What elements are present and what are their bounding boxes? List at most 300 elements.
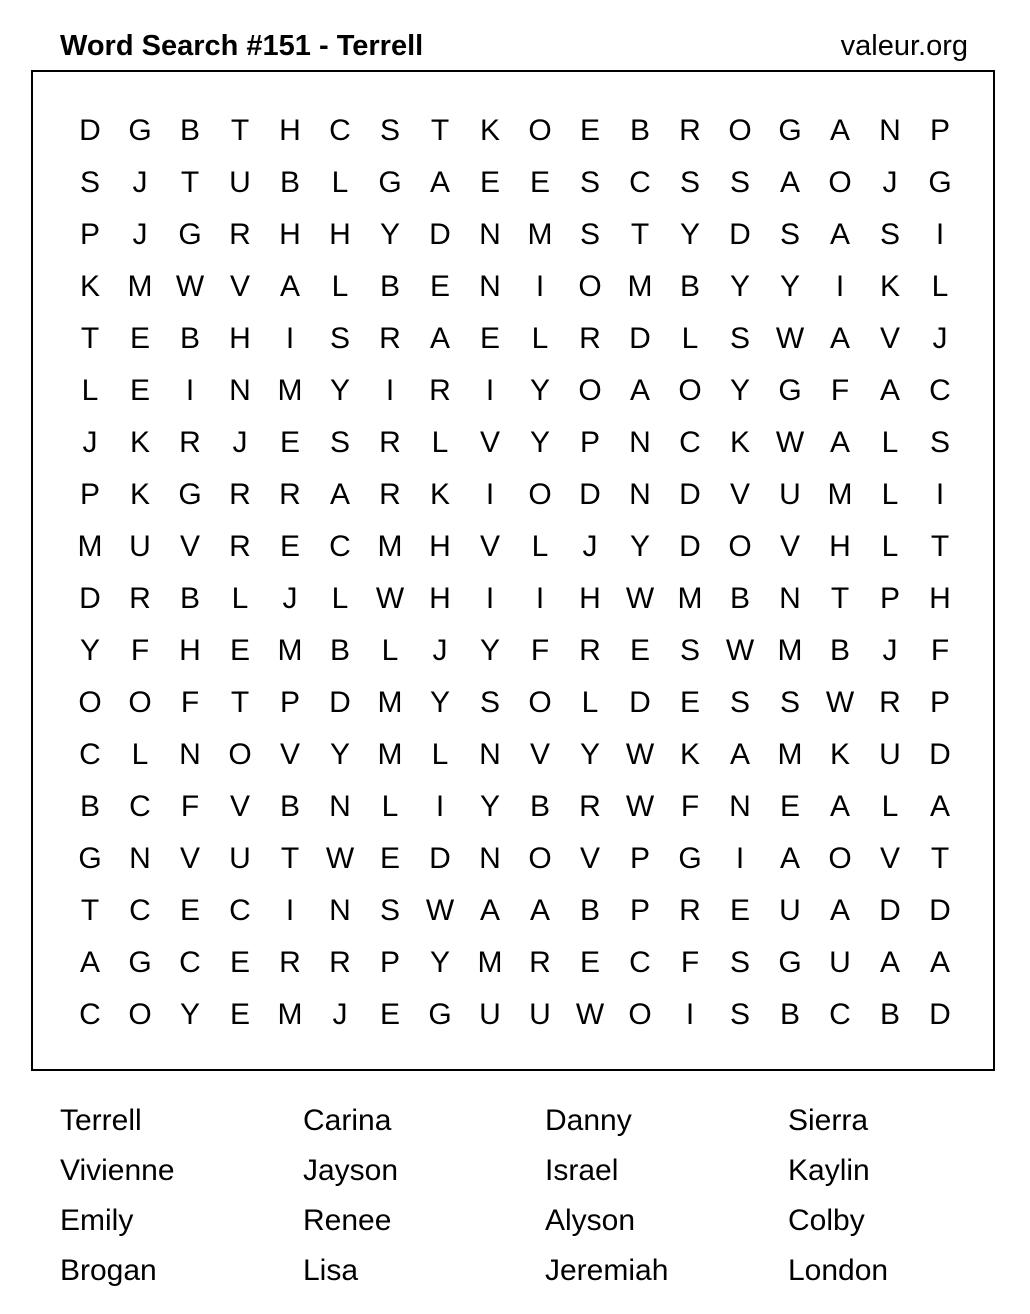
grid-letter[interactable]: R xyxy=(379,478,401,511)
grid-letter[interactable]: F xyxy=(180,686,200,719)
grid-letter[interactable]: G xyxy=(128,946,152,979)
grid-letter[interactable]: O xyxy=(728,530,752,563)
grid-letter[interactable]: L xyxy=(681,322,699,355)
grid-letter[interactable]: A xyxy=(829,790,850,823)
grid-letter[interactable]: D xyxy=(629,686,651,719)
grid-letter[interactable]: D xyxy=(79,114,101,147)
grid-letter[interactable]: S xyxy=(729,686,750,719)
grid-letter[interactable]: V xyxy=(479,426,500,459)
grid-letter[interactable]: N xyxy=(229,374,251,407)
grid-letter[interactable]: I xyxy=(285,894,295,927)
grid-letter[interactable]: T xyxy=(180,166,200,199)
grid-letter[interactable]: Y xyxy=(529,426,550,459)
grid-letter[interactable]: M xyxy=(127,270,153,303)
grid-letter[interactable]: V xyxy=(779,530,800,563)
grid-letter[interactable]: D xyxy=(929,894,951,927)
grid-letter[interactable]: O xyxy=(628,998,652,1031)
grid-letter[interactable]: E xyxy=(529,166,550,199)
grid-letter[interactable]: C xyxy=(79,738,101,771)
grid-letter[interactable]: R xyxy=(579,322,601,355)
grid-letter[interactable]: I xyxy=(485,478,495,511)
grid-letter[interactable]: Y xyxy=(579,738,600,771)
grid-letter[interactable]: E xyxy=(279,426,300,459)
grid-letter[interactable]: O xyxy=(528,842,552,875)
grid-letter[interactable]: T xyxy=(430,114,450,147)
grid-letter[interactable]: C xyxy=(929,374,951,407)
grid-letter[interactable]: V xyxy=(879,842,900,875)
grid-letter[interactable]: Y xyxy=(329,738,350,771)
grid-letter[interactable]: D xyxy=(329,686,351,719)
grid-letter[interactable]: E xyxy=(179,894,200,927)
grid-letter[interactable]: L xyxy=(531,322,549,355)
grid-letter[interactable]: C xyxy=(79,998,101,1031)
grid-letter[interactable]: B xyxy=(179,322,200,355)
grid-letter[interactable]: L xyxy=(931,270,949,303)
grid-letter[interactable]: A xyxy=(879,946,900,979)
grid-letter[interactable]: Y xyxy=(479,634,500,667)
grid-letter[interactable]: J xyxy=(232,426,248,459)
grid-letter[interactable]: B xyxy=(879,998,900,1031)
grid-letter[interactable]: N xyxy=(879,114,901,147)
grid-letter[interactable]: Y xyxy=(779,270,800,303)
grid-letter[interactable]: A xyxy=(779,166,800,199)
grid-letter[interactable]: R xyxy=(579,790,601,823)
grid-letter[interactable]: I xyxy=(285,322,295,355)
grid-letter[interactable]: O xyxy=(528,114,552,147)
grid-letter[interactable]: B xyxy=(629,114,650,147)
grid-letter[interactable]: R xyxy=(229,218,251,251)
grid-letter[interactable]: G xyxy=(428,998,452,1031)
grid-letter[interactable]: H xyxy=(579,582,601,615)
grid-letter[interactable]: D xyxy=(729,218,751,251)
grid-letter[interactable]: V xyxy=(729,478,750,511)
grid-letter[interactable]: S xyxy=(729,166,750,199)
grid-letter[interactable]: C xyxy=(629,166,651,199)
grid-letter[interactable]: T xyxy=(630,218,650,251)
grid-letter[interactable]: N xyxy=(479,270,501,303)
grid-letter[interactable]: J xyxy=(132,218,148,251)
grid-letter[interactable]: V xyxy=(179,842,200,875)
grid-letter[interactable]: N xyxy=(479,842,501,875)
grid-letter[interactable]: S xyxy=(329,322,350,355)
grid-letter[interactable]: Y xyxy=(429,686,450,719)
grid-letter[interactable]: R xyxy=(379,426,401,459)
grid-letter[interactable]: K xyxy=(129,426,150,459)
grid-letter[interactable]: Y xyxy=(79,634,100,667)
grid-letter[interactable]: L xyxy=(581,686,599,719)
grid-letter[interactable]: C xyxy=(329,530,351,563)
grid-letter[interactable]: U xyxy=(479,998,501,1031)
grid-letter[interactable]: H xyxy=(329,218,351,251)
grid-letter[interactable]: R xyxy=(279,946,301,979)
grid-letter[interactable]: P xyxy=(629,842,650,875)
grid-letter[interactable]: E xyxy=(729,894,750,927)
grid-letter[interactable]: Y xyxy=(729,270,750,303)
grid-letter[interactable]: C xyxy=(329,114,351,147)
grid-letter[interactable]: A xyxy=(929,790,950,823)
grid-letter[interactable]: N xyxy=(629,426,651,459)
grid-letter[interactable]: O xyxy=(578,270,602,303)
grid-letter[interactable]: J xyxy=(882,166,898,199)
grid-letter[interactable]: Y xyxy=(729,374,750,407)
grid-letter[interactable]: K xyxy=(479,114,500,147)
grid-letter[interactable]: F xyxy=(830,374,850,407)
grid-letter[interactable]: W xyxy=(775,426,805,459)
grid-letter[interactable]: E xyxy=(379,998,400,1031)
grid-letter[interactable]: J xyxy=(432,634,448,667)
grid-letter[interactable]: G xyxy=(678,842,702,875)
grid-letter[interactable]: H xyxy=(229,322,251,355)
grid-letter[interactable]: L xyxy=(381,634,399,667)
grid-letter[interactable]: S xyxy=(879,218,900,251)
grid-letter[interactable]: E xyxy=(229,946,250,979)
grid-letter[interactable]: W xyxy=(325,842,355,875)
grid-letter[interactable]: J xyxy=(582,530,598,563)
grid-letter[interactable]: T xyxy=(930,842,950,875)
grid-letter[interactable]: R xyxy=(879,686,901,719)
grid-letter[interactable]: S xyxy=(579,218,600,251)
grid-letter[interactable]: O xyxy=(228,738,252,771)
grid-letter[interactable]: C xyxy=(629,946,651,979)
grid-letter[interactable]: N xyxy=(479,218,501,251)
grid-letter[interactable]: N xyxy=(479,738,501,771)
grid-letter[interactable]: A xyxy=(629,374,650,407)
grid-letter[interactable]: B xyxy=(179,114,200,147)
grid-letter[interactable]: S xyxy=(79,166,100,199)
grid-letter[interactable]: L xyxy=(331,166,349,199)
grid-letter[interactable]: R xyxy=(579,634,601,667)
grid-letter[interactable]: L xyxy=(431,738,449,771)
grid-letter[interactable]: T xyxy=(80,322,100,355)
grid-letter[interactable]: I xyxy=(485,582,495,615)
grid-letter[interactable]: V xyxy=(229,270,250,303)
grid-letter[interactable]: P xyxy=(579,426,600,459)
grid-letter[interactable]: F xyxy=(180,790,200,823)
grid-letter[interactable]: U xyxy=(529,998,551,1031)
grid-letter[interactable]: M xyxy=(677,582,703,615)
grid-letter[interactable]: A xyxy=(829,322,850,355)
grid-letter[interactable]: C xyxy=(129,894,151,927)
grid-letter[interactable]: J xyxy=(282,582,298,615)
grid-letter[interactable]: D xyxy=(929,998,951,1031)
grid-letter[interactable]: E xyxy=(479,322,500,355)
grid-letter[interactable]: W xyxy=(575,998,605,1031)
grid-letter[interactable]: C xyxy=(679,426,701,459)
grid-letter[interactable]: F xyxy=(930,634,950,667)
grid-letter[interactable]: L xyxy=(331,270,349,303)
grid-letter[interactable]: Y xyxy=(479,790,500,823)
grid-letter[interactable]: G xyxy=(78,842,102,875)
grid-letter[interactable]: L xyxy=(381,790,399,823)
grid-letter[interactable]: S xyxy=(479,686,500,719)
grid-letter[interactable]: R xyxy=(429,374,451,407)
grid-letter[interactable]: R xyxy=(229,478,251,511)
grid-letter[interactable]: M xyxy=(377,738,403,771)
grid-letter[interactable]: E xyxy=(579,114,600,147)
grid-letter[interactable]: J xyxy=(882,634,898,667)
grid-letter[interactable]: G xyxy=(378,166,402,199)
grid-letter[interactable]: V xyxy=(479,530,500,563)
grid-letter[interactable]: P xyxy=(929,686,950,719)
grid-letter[interactable]: B xyxy=(779,998,800,1031)
grid-letter[interactable]: U xyxy=(229,166,251,199)
grid-letter[interactable]: W xyxy=(825,686,855,719)
grid-letter[interactable]: N xyxy=(329,894,351,927)
grid-letter[interactable]: N xyxy=(779,582,801,615)
grid-letter[interactable]: O xyxy=(128,998,152,1031)
grid-letter[interactable]: A xyxy=(279,270,300,303)
grid-letter[interactable]: O xyxy=(678,374,702,407)
grid-letter[interactable]: U xyxy=(779,894,801,927)
grid-letter[interactable]: P xyxy=(629,894,650,927)
grid-letter[interactable]: P xyxy=(79,218,100,251)
grid-letter[interactable]: S xyxy=(779,686,800,719)
grid-letter[interactable]: I xyxy=(685,998,695,1031)
grid-letter[interactable]: R xyxy=(529,946,551,979)
grid-letter[interactable]: S xyxy=(379,894,400,927)
grid-letter[interactable]: M xyxy=(477,946,503,979)
grid-letter[interactable]: S xyxy=(729,998,750,1031)
grid-letter[interactable]: U xyxy=(229,842,251,875)
grid-letter[interactable]: R xyxy=(179,426,201,459)
grid-letter[interactable]: E xyxy=(429,270,450,303)
grid-letter[interactable]: S xyxy=(729,946,750,979)
grid-letter[interactable]: Y xyxy=(529,374,550,407)
grid-letter[interactable]: H xyxy=(279,114,301,147)
grid-letter[interactable]: I xyxy=(485,374,495,407)
grid-letter[interactable]: G xyxy=(128,114,152,147)
grid-letter[interactable]: C xyxy=(229,894,251,927)
grid-letter[interactable]: P xyxy=(879,582,900,615)
grid-letter[interactable]: E xyxy=(579,946,600,979)
grid-letter[interactable]: S xyxy=(679,634,700,667)
grid-letter[interactable]: M xyxy=(277,634,303,667)
grid-letter[interactable]: L xyxy=(231,582,249,615)
grid-letter[interactable]: B xyxy=(579,894,600,927)
grid-letter[interactable]: P xyxy=(279,686,300,719)
grid-letter[interactable]: A xyxy=(429,166,450,199)
grid-letter[interactable]: G xyxy=(178,218,202,251)
grid-letter[interactable]: B xyxy=(279,166,300,199)
grid-letter[interactable]: H xyxy=(279,218,301,251)
grid-letter[interactable]: D xyxy=(429,842,451,875)
grid-letter[interactable]: K xyxy=(129,478,150,511)
grid-letter[interactable]: K xyxy=(429,478,450,511)
grid-letter[interactable]: J xyxy=(132,166,148,199)
grid-letter[interactable]: J xyxy=(332,998,348,1031)
grid-letter[interactable]: L xyxy=(531,530,549,563)
grid-letter[interactable]: C xyxy=(829,998,851,1031)
grid-letter[interactable]: M xyxy=(277,374,303,407)
grid-letter[interactable]: V xyxy=(879,322,900,355)
grid-letter[interactable]: T xyxy=(280,842,300,875)
grid-letter[interactable]: U xyxy=(829,946,851,979)
grid-letter[interactable]: D xyxy=(579,478,601,511)
grid-letter[interactable]: I xyxy=(835,270,845,303)
grid-letter[interactable]: F xyxy=(680,946,700,979)
grid-letter[interactable]: C xyxy=(129,790,151,823)
grid-letter[interactable]: B xyxy=(379,270,400,303)
grid-letter[interactable]: I xyxy=(935,218,945,251)
grid-letter[interactable]: R xyxy=(279,478,301,511)
grid-letter[interactable]: V xyxy=(229,790,250,823)
grid-letter[interactable]: S xyxy=(779,218,800,251)
grid-letter[interactable]: L xyxy=(81,374,99,407)
grid-letter[interactable]: G xyxy=(178,478,202,511)
grid-letter[interactable]: B xyxy=(729,582,750,615)
grid-letter[interactable]: J xyxy=(82,426,98,459)
grid-letter[interactable]: E xyxy=(779,790,800,823)
grid-letter[interactable]: R xyxy=(229,530,251,563)
grid-letter[interactable]: B xyxy=(529,790,550,823)
grid-letter[interactable]: N xyxy=(329,790,351,823)
grid-letter[interactable]: B xyxy=(179,582,200,615)
grid-letter[interactable]: H xyxy=(179,634,201,667)
grid-letter[interactable]: E xyxy=(129,322,150,355)
grid-letter[interactable]: Y xyxy=(329,374,350,407)
grid-letter[interactable]: M xyxy=(627,270,653,303)
grid-letter[interactable]: M xyxy=(777,738,803,771)
grid-letter[interactable]: B xyxy=(829,634,850,667)
grid-letter[interactable]: B xyxy=(79,790,100,823)
grid-letter[interactable]: R xyxy=(329,946,351,979)
grid-letter[interactable]: E xyxy=(629,634,650,667)
grid-letter[interactable]: H xyxy=(429,582,451,615)
grid-letter[interactable]: L xyxy=(881,530,899,563)
grid-letter[interactable]: A xyxy=(829,426,850,459)
grid-letter[interactable]: T xyxy=(830,582,850,615)
grid-letter[interactable]: M xyxy=(827,478,853,511)
grid-letter[interactable]: M xyxy=(277,998,303,1031)
grid-letter[interactable]: E xyxy=(479,166,500,199)
grid-letter[interactable]: J xyxy=(932,322,948,355)
grid-letter[interactable]: T xyxy=(230,686,250,719)
grid-letter[interactable]: N xyxy=(179,738,201,771)
grid-letter[interactable]: I xyxy=(935,478,945,511)
grid-letter[interactable]: O xyxy=(728,114,752,147)
grid-letter[interactable]: W xyxy=(375,582,405,615)
grid-letter[interactable]: W xyxy=(725,634,755,667)
grid-letter[interactable]: D xyxy=(929,738,951,771)
grid-letter[interactable]: R xyxy=(679,114,701,147)
grid-letter[interactable]: E xyxy=(229,998,250,1031)
grid-letter[interactable]: D xyxy=(879,894,901,927)
grid-letter[interactable]: I xyxy=(435,790,445,823)
grid-letter[interactable]: A xyxy=(829,218,850,251)
grid-letter[interactable]: P xyxy=(929,114,950,147)
grid-letter[interactable]: K xyxy=(79,270,100,303)
grid-letter[interactable]: O xyxy=(828,166,852,199)
grid-letter[interactable]: Y xyxy=(629,530,650,563)
grid-letter[interactable]: S xyxy=(729,322,750,355)
grid-letter[interactable]: F xyxy=(680,790,700,823)
grid-letter[interactable]: M xyxy=(77,530,103,563)
grid-letter[interactable]: M xyxy=(377,686,403,719)
grid-letter[interactable]: L xyxy=(331,582,349,615)
grid-letter[interactable]: E xyxy=(279,530,300,563)
grid-letter[interactable]: B xyxy=(279,790,300,823)
grid-letter[interactable]: A xyxy=(429,322,450,355)
grid-letter[interactable]: D xyxy=(629,322,651,355)
grid-letter[interactable]: L xyxy=(881,426,899,459)
grid-letter[interactable]: N xyxy=(129,842,151,875)
grid-letter[interactable]: T xyxy=(80,894,100,927)
grid-letter[interactable]: R xyxy=(129,582,151,615)
grid-letter[interactable]: D xyxy=(429,218,451,251)
grid-letter[interactable]: A xyxy=(929,946,950,979)
grid-letter[interactable]: E xyxy=(229,634,250,667)
grid-letter[interactable]: F xyxy=(530,634,550,667)
grid-letter[interactable]: D xyxy=(79,582,101,615)
grid-letter[interactable]: N xyxy=(729,790,751,823)
grid-letter[interactable]: B xyxy=(329,634,350,667)
grid-letter[interactable]: E xyxy=(379,842,400,875)
grid-letter[interactable]: H xyxy=(429,530,451,563)
grid-letter[interactable]: I xyxy=(735,842,745,875)
grid-letter[interactable]: E xyxy=(129,374,150,407)
grid-letter[interactable]: K xyxy=(879,270,900,303)
grid-letter[interactable]: V xyxy=(529,738,550,771)
grid-letter[interactable]: L xyxy=(131,738,149,771)
grid-letter[interactable]: O xyxy=(128,686,152,719)
grid-letter[interactable]: L xyxy=(431,426,449,459)
grid-letter[interactable]: M xyxy=(777,634,803,667)
grid-letter[interactable]: I xyxy=(535,582,545,615)
grid-letter[interactable]: D xyxy=(679,478,701,511)
grid-letter[interactable]: A xyxy=(329,478,350,511)
grid-letter[interactable]: P xyxy=(79,478,100,511)
grid-letter[interactable]: V xyxy=(579,842,600,875)
grid-letter[interactable]: A xyxy=(829,114,850,147)
grid-letter[interactable]: L xyxy=(881,478,899,511)
grid-letter[interactable]: A xyxy=(529,894,550,927)
grid-letter[interactable]: K xyxy=(829,738,850,771)
grid-letter[interactable]: M xyxy=(527,218,553,251)
grid-letter[interactable]: M xyxy=(377,530,403,563)
grid-letter[interactable]: R xyxy=(679,894,701,927)
grid-letter[interactable]: S xyxy=(579,166,600,199)
grid-letter[interactable]: Y xyxy=(179,998,200,1031)
grid-letter[interactable]: U xyxy=(879,738,901,771)
grid-letter[interactable]: G xyxy=(778,374,802,407)
grid-letter[interactable]: H xyxy=(929,582,951,615)
grid-letter[interactable]: A xyxy=(729,738,750,771)
grid-letter[interactable]: T xyxy=(230,114,250,147)
grid-letter[interactable]: O xyxy=(828,842,852,875)
grid-letter[interactable]: Y xyxy=(379,218,400,251)
grid-letter[interactable]: Y xyxy=(679,218,700,251)
grid-letter[interactable]: W xyxy=(425,894,455,927)
grid-letter[interactable]: I xyxy=(385,374,395,407)
grid-letter[interactable]: D xyxy=(679,530,701,563)
grid-letter[interactable]: T xyxy=(930,530,950,563)
grid-letter[interactable]: G xyxy=(778,946,802,979)
grid-letter[interactable]: W xyxy=(625,790,655,823)
grid-letter[interactable]: N xyxy=(629,478,651,511)
grid-letter[interactable]: W xyxy=(625,582,655,615)
grid-letter[interactable]: F xyxy=(130,634,150,667)
grid-letter[interactable]: O xyxy=(78,686,102,719)
grid-letter[interactable]: O xyxy=(528,478,552,511)
grid-letter[interactable]: Y xyxy=(429,946,450,979)
grid-letter[interactable]: B xyxy=(679,270,700,303)
grid-letter[interactable]: S xyxy=(379,114,400,147)
grid-letter[interactable]: O xyxy=(528,686,552,719)
grid-letter[interactable]: P xyxy=(379,946,400,979)
grid-letter[interactable]: W xyxy=(775,322,805,355)
grid-letter[interactable]: S xyxy=(679,166,700,199)
grid-letter[interactable]: K xyxy=(679,738,700,771)
